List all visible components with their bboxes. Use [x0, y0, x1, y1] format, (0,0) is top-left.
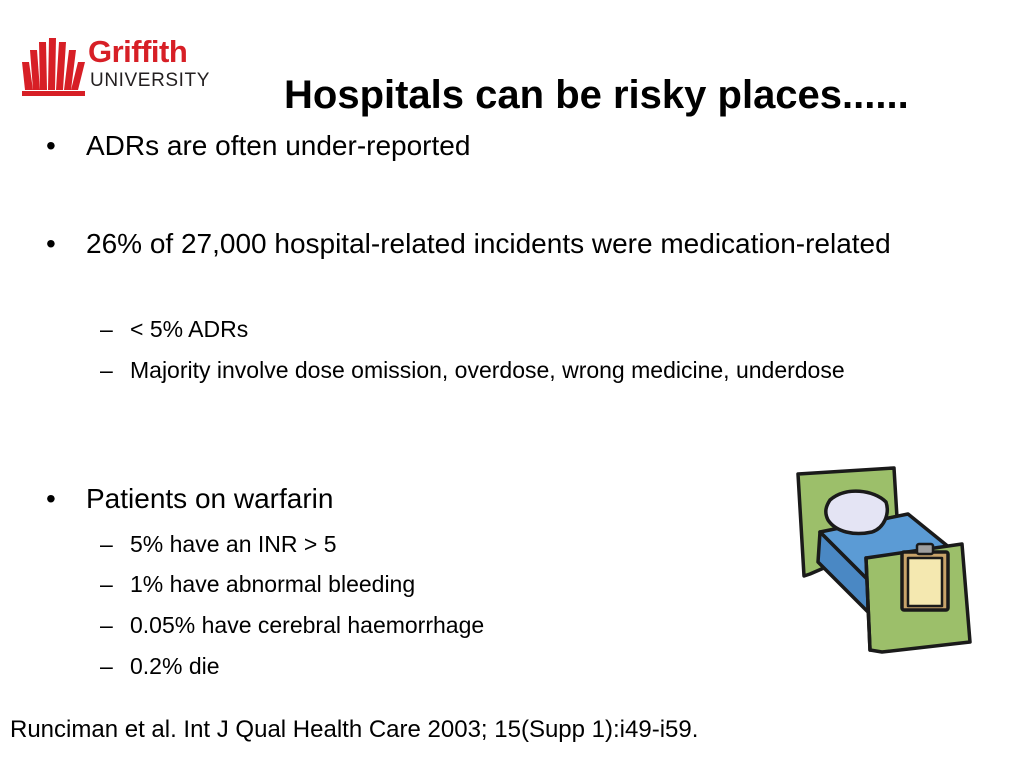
sub-bullet-text: < 5% ADRs — [130, 316, 249, 342]
sub-bullet-dash: – — [100, 653, 113, 679]
sub-bullet-dash: – — [100, 571, 113, 597]
sub-bullet-item — [100, 312, 900, 346]
bullet-dot: • — [46, 130, 56, 161]
hospital-bed-icon — [790, 462, 980, 658]
sub-bullet-item — [100, 527, 740, 561]
logo-subtitle: UNIVERSITY — [90, 70, 211, 91]
bullet-item — [46, 223, 976, 264]
university-logo — [20, 36, 230, 98]
bullet-text: 26% of 27,000 hospital-related incidents were medication-related — [86, 228, 891, 259]
citation: Runciman et al. Int J Qual Health Care 2003; 15(Supp 1):i49-i59. — [10, 716, 699, 743]
sub-bullet-text: 5% have an INR > 5 — [130, 531, 337, 557]
sub-bullet-dash: – — [100, 316, 113, 342]
sub-bullet-dash: – — [100, 357, 113, 383]
sub-bullet-item — [100, 567, 740, 601]
bullet-text: Patients on warfarin — [86, 483, 334, 514]
griffith-logo-icon — [20, 36, 90, 96]
bullet-dot: • — [46, 483, 56, 514]
bullet-text: ADRs are often under-reported — [86, 130, 471, 161]
sub-bullet-dash: – — [100, 531, 113, 557]
sub-bullet-item — [100, 353, 880, 387]
bullet-item — [46, 125, 806, 166]
sub-bullet-item — [100, 649, 740, 683]
bullet-dot: • — [46, 228, 56, 259]
sub-bullet-item — [100, 608, 740, 642]
slide-title: Hospitals can be risky places...... — [284, 73, 909, 117]
sub-bullet-text: 1% have abnormal bleeding — [130, 571, 416, 597]
logo-name: Griffith — [88, 34, 188, 69]
sub-bullet-text: 0.2% die — [130, 653, 220, 679]
sub-bullet-text: Majority involve dose omission, overdose, wrong medicine, underdose — [130, 357, 845, 383]
bullet-item — [46, 478, 746, 519]
sub-bullet-dash: – — [100, 612, 113, 638]
sub-bullet-text: 0.05% have cerebral haemorrhage — [130, 612, 485, 638]
